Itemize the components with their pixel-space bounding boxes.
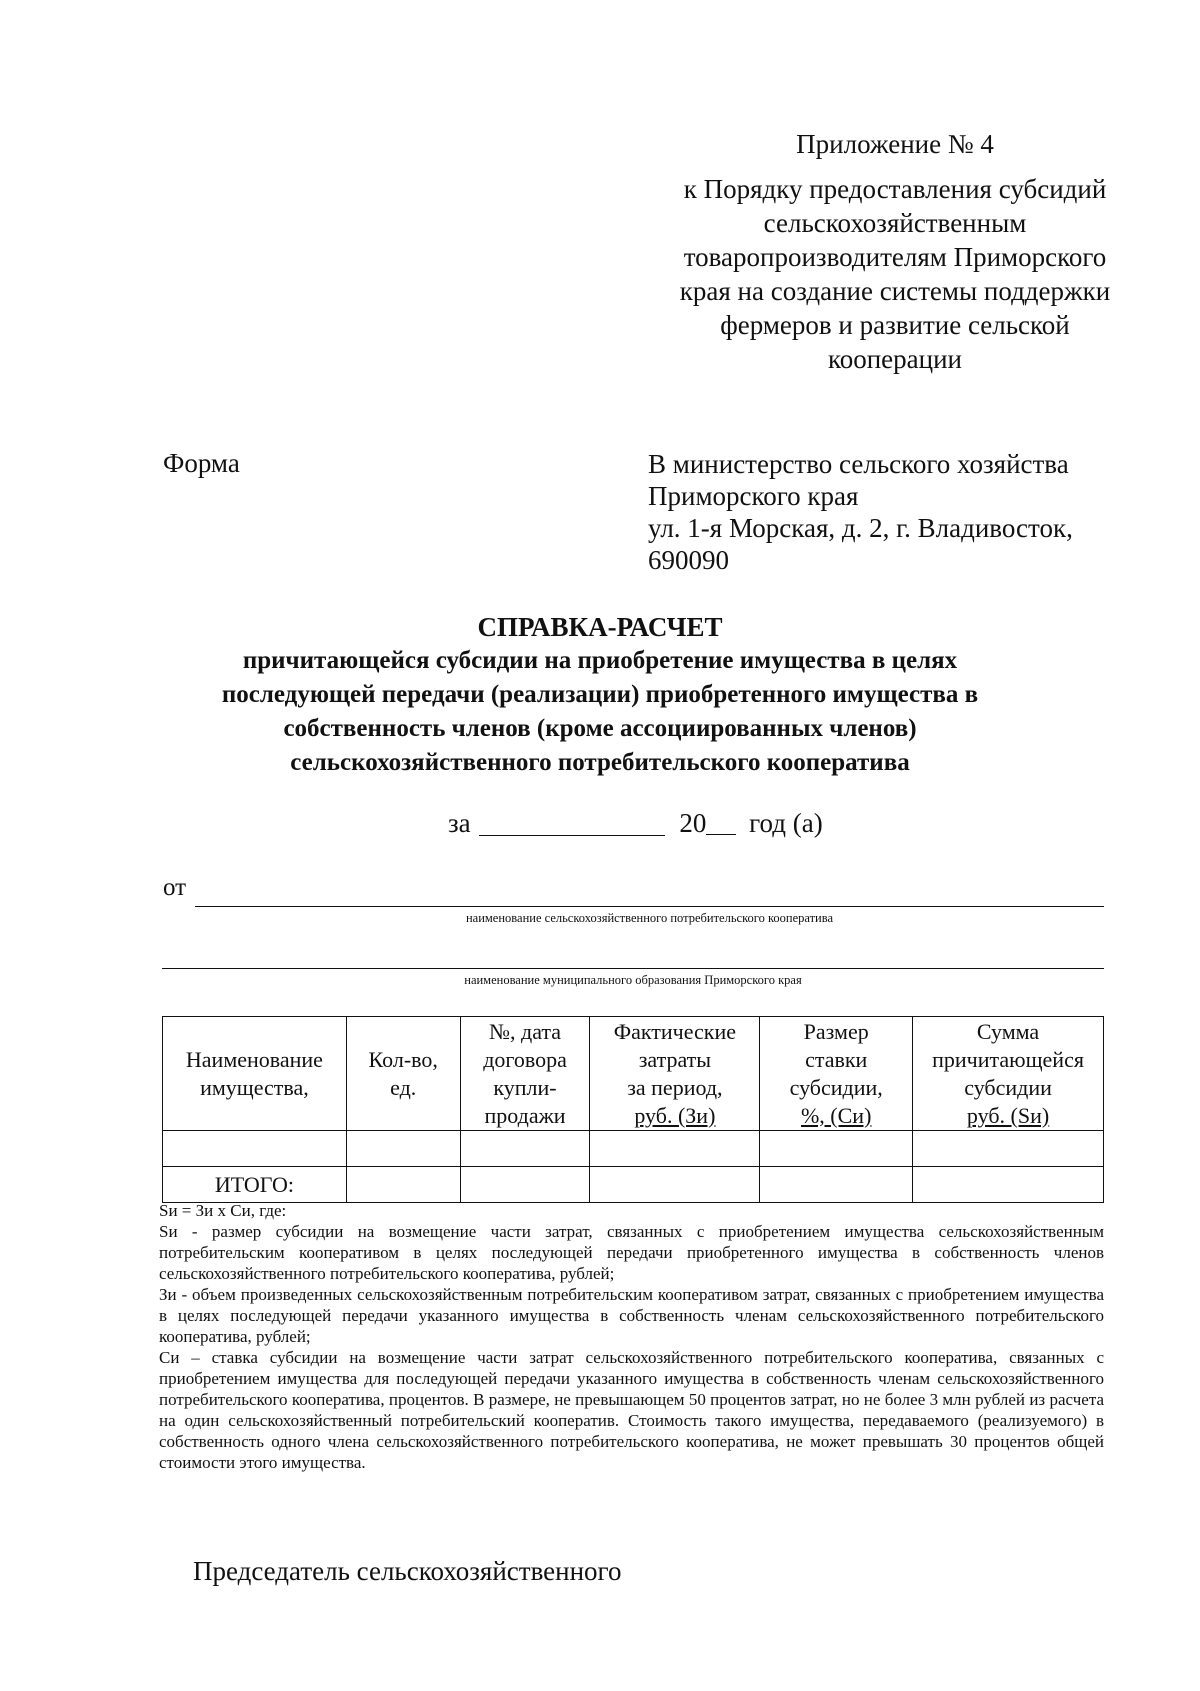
municipality-name-caption: наименование муниципального образования Приморского края	[464, 973, 802, 987]
header-text: Наименование	[185, 1046, 323, 1072]
header-cell-quantity	[346, 1017, 460, 1131]
municipality-name-line[interactable]	[162, 968, 1104, 969]
document-title: СПРАВКА-РАСЧЕТ	[477, 612, 723, 642]
header-text: купли-	[493, 1074, 557, 1100]
subtitle-line: собственность членов (кроме ассоциированных членов)	[283, 715, 917, 742]
header-text: Кол-во,	[368, 1046, 438, 1072]
subtitle-line: причитающейся субсидии на приобретение имущества в целях	[242, 647, 958, 674]
subtitle-line: последующей передачи (реализации) приобретенного имущества в	[221, 681, 979, 708]
appendix-line: кооперации	[827, 344, 962, 374]
header-cell-subsidy-rate	[760, 1017, 913, 1131]
header-text: затраты	[638, 1046, 712, 1072]
period-prefix: за	[448, 808, 471, 838]
from-label: от	[163, 874, 187, 901]
definition-s: Sи - размер субсидии на возмещение части затрат, связанных с приобретением имущества сельскохозяйственным потребительским кооперативом в целях последующей передачи приобретенного имущества в собственность членов сельскохозяйственного потребительского кооператива, рублей;	[159, 1222, 1104, 1283]
period-suffix: год (а)	[749, 808, 823, 838]
header-text: руб. (Sи)	[966, 1102, 1050, 1128]
table-row	[163, 1131, 1104, 1167]
table-cell[interactable]	[346, 1131, 460, 1167]
address-line: ул. 1-я Морская, д. 2, г. Владивосток,	[648, 513, 1073, 543]
formula-notes	[159, 1200, 1104, 1473]
definition-z: Зи - объем произведенных сельскохозяйственным потребительским кооперативом затрат, связанных с приобретением имущества в целях последующей передачи указанного имущества в собственность членам сельскохозяйственного потребительского кооператива, рублей;	[159, 1285, 1104, 1346]
appendix-line: к Порядку предоставления субсидий	[683, 174, 1107, 204]
appendix-number: Приложение № 4	[796, 129, 994, 159]
header-text: ед.	[390, 1074, 417, 1100]
table-cell[interactable]	[590, 1131, 760, 1167]
header-cell-subsidy-amount	[913, 1017, 1104, 1131]
appendix-line: фермеров и развитие сельской	[720, 310, 1070, 340]
header-text: Размер	[803, 1018, 869, 1044]
table-cell[interactable]	[590, 1167, 760, 1203]
header-text: имущества,	[200, 1074, 309, 1100]
appendix-line: сельскохозяйственным	[763, 208, 1027, 238]
address-line: Приморского края	[648, 481, 859, 511]
header-text: за период,	[627, 1074, 723, 1100]
table-cell[interactable]	[760, 1167, 913, 1203]
header-cell-property	[163, 1017, 347, 1131]
total-label: ИТОГО:	[163, 1167, 347, 1203]
table-cell[interactable]	[163, 1131, 347, 1167]
address-line: В министерство сельского хозяйства	[648, 449, 1069, 479]
coop-name-caption: наименование сельскохозяйственного потребительского кооператива	[465, 911, 834, 925]
year-prefix: 20	[679, 808, 707, 838]
header-cell-contract	[460, 1017, 590, 1131]
table-cell[interactable]	[460, 1131, 590, 1167]
table-cell[interactable]	[346, 1167, 460, 1203]
definition-c: Си – ставка субсидии на возмещение части затрат сельскохозяйственного потребительского кооператива, связанных с приобретением имущества для последующей передачи указанного имущества в собственность членам сельскохозяйственного потребительского кооператива, процентов. В размере, не превышающем 50 процентов затрат, но не более 3 млн рублей из расчета на один сельскохозяйственный потребительский кооператив. Стоимость такого имущества, передаваемого (реализуемого) в собственность одного члена сельскохозяйственного потребительского кооператива, не может превышать 30 процентов общей стоимости этого имущества.	[159, 1348, 1104, 1472]
header-text: договора	[483, 1046, 567, 1072]
header-text: субсидии,	[789, 1074, 883, 1100]
table-cell[interactable]	[460, 1167, 590, 1203]
appendix-line: товаропроизводителям Приморского	[683, 242, 1107, 272]
address-line: 690090	[648, 545, 729, 575]
period-line	[448, 808, 823, 839]
header-text: продажи	[484, 1102, 566, 1128]
subtitle-line: сельскохозяйственного потребительского кооператива	[290, 749, 910, 776]
header-text: субсидии	[964, 1074, 1052, 1100]
appendix-line: края на создание системы поддержки	[679, 276, 1111, 306]
table-cell[interactable]	[913, 1131, 1104, 1167]
table-total-row	[163, 1167, 1104, 1203]
header-text: ставки	[805, 1046, 868, 1072]
signer-title: Председатель сельскохозяйственного	[193, 1556, 622, 1586]
header-text: №, дата	[489, 1018, 562, 1044]
document-heading	[150, 0, 1050, 780]
header-cell-actual-costs	[590, 1017, 760, 1131]
period-blank-field[interactable]	[479, 809, 665, 836]
formula-line: Sи = Зи х Си, где:	[159, 1201, 287, 1220]
header-text: причитающейся	[932, 1046, 1084, 1072]
document-subtitle	[150, 644, 1050, 780]
header-text: Сумма	[976, 1018, 1040, 1044]
year-blank-field[interactable]	[706, 812, 736, 835]
header-text: Фактические	[613, 1018, 737, 1044]
form-label: Форма	[163, 448, 240, 478]
table-cell[interactable]	[760, 1131, 913, 1167]
table-header-row	[163, 1017, 1104, 1131]
table-cell[interactable]	[913, 1167, 1104, 1203]
header-text: руб. (Зи)	[634, 1102, 716, 1128]
coop-name-line[interactable]	[195, 906, 1104, 907]
header-text: %, (Си)	[800, 1102, 872, 1128]
calculation-table	[162, 1016, 1104, 1203]
